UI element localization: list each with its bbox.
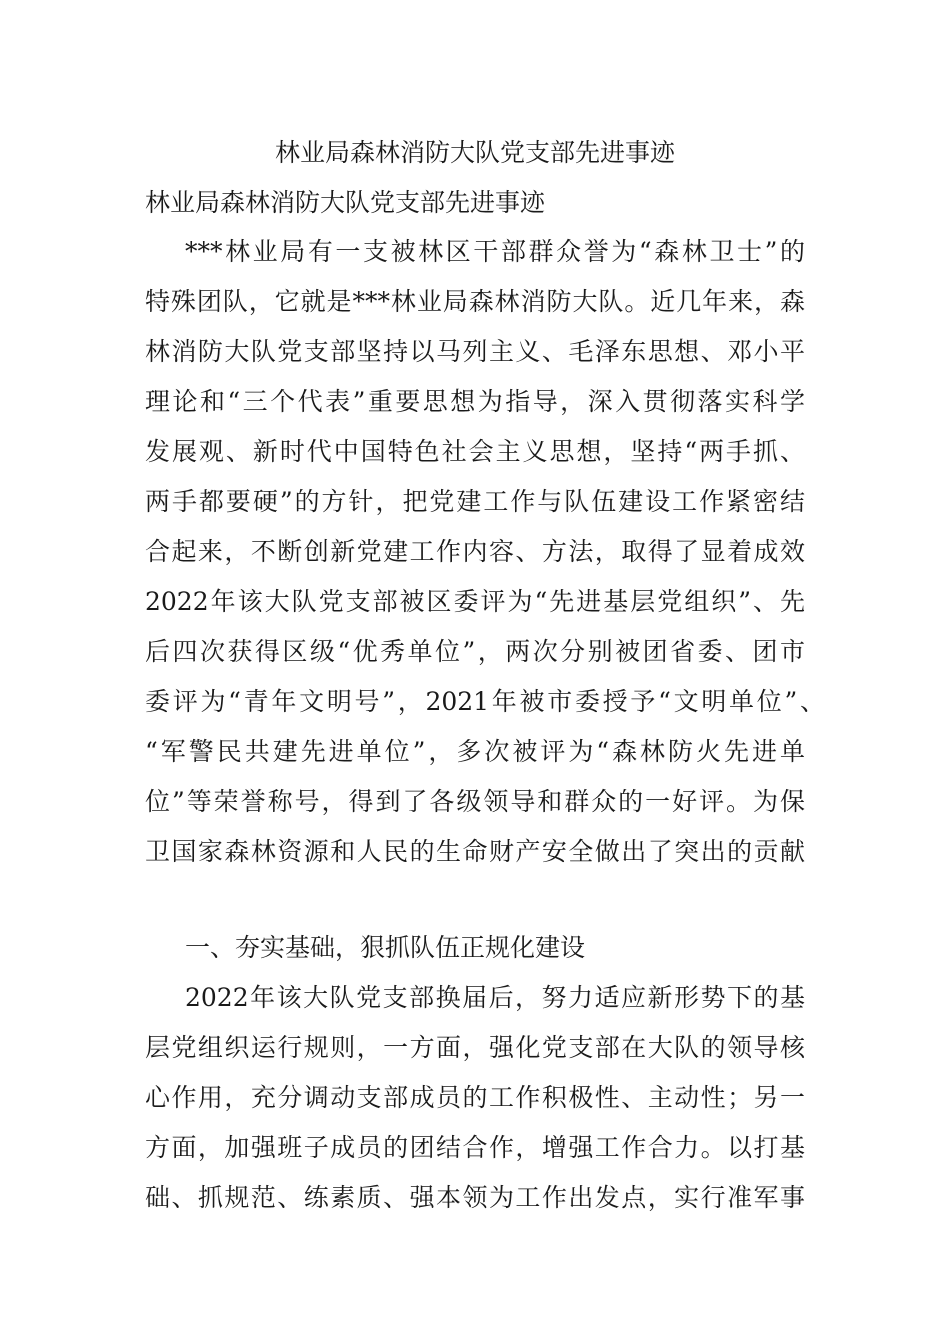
paragraph-line: 两手都要硬”的方针，把党建工作与队伍建设工作紧密结	[145, 487, 805, 516]
paragraph-line: 础、抓规范、练素质、强本领为工作出发点，实行准军事	[145, 1183, 805, 1212]
paragraph-line: 后四次获得区级“优秀单位”，两次分别被团省委、团市	[145, 637, 805, 666]
document-title: 林业局森林消防大队党支部先进事迹	[274, 138, 675, 167]
paragraph-line: ***林业局有一支被林区干部群众誉为“森林卫士”的	[185, 237, 805, 266]
document-subtitle: 林业局森林消防大队党支部先进事迹	[145, 188, 546, 217]
paragraph-line: 发展观、新时代中国特色社会主义思想，坚持“两手抓、	[145, 437, 805, 466]
paragraph-line: 心作用，充分调动支部成员的工作积极性、主动性；另一	[145, 1083, 805, 1112]
paragraph-line: 方面，加强班子成员的团结合作，增强工作合力。以打基	[145, 1133, 805, 1162]
paragraph-line: “军警民共建先进单位”，多次被评为“森林防火先进单	[145, 737, 805, 766]
paragraph-line: 位”等荣誉称号，得到了各级领导和群众的一好评。为保	[145, 787, 805, 816]
paragraph-line: 层党组织运行规则，一方面，强化党支部在大队的领导核	[145, 1033, 805, 1062]
paragraph-line: 林消防大队党支部坚持以马列主义、毛泽东思想、邓小平	[145, 337, 805, 366]
paragraph-line: 特殊团队，它就是***林业局森林消防大队。近几年来，森	[145, 287, 805, 316]
paragraph-line: 合起来，不断创新党建工作内容、方法，取得了显着成效	[145, 537, 805, 566]
paragraph-line: 委评为“青年文明号”，2021年被市委授予“文明单位”、	[145, 687, 825, 716]
paragraph-line: 2022年该大队党支部换届后，努力适应新形势下的基	[185, 983, 805, 1012]
paragraph-line: 2022年该大队党支部被区委评为“先进基层党组织”、先	[145, 587, 805, 616]
paragraph-line: 理论和“三个代表”重要思想为指导，深入贯彻落实科学	[145, 387, 805, 416]
paragraph-line: 卫国家森林资源和人民的生命财产安全做出了突出的贡献	[145, 837, 805, 866]
section-heading: 一、夯实基础，狠抓队伍正规化建设	[185, 933, 586, 962]
